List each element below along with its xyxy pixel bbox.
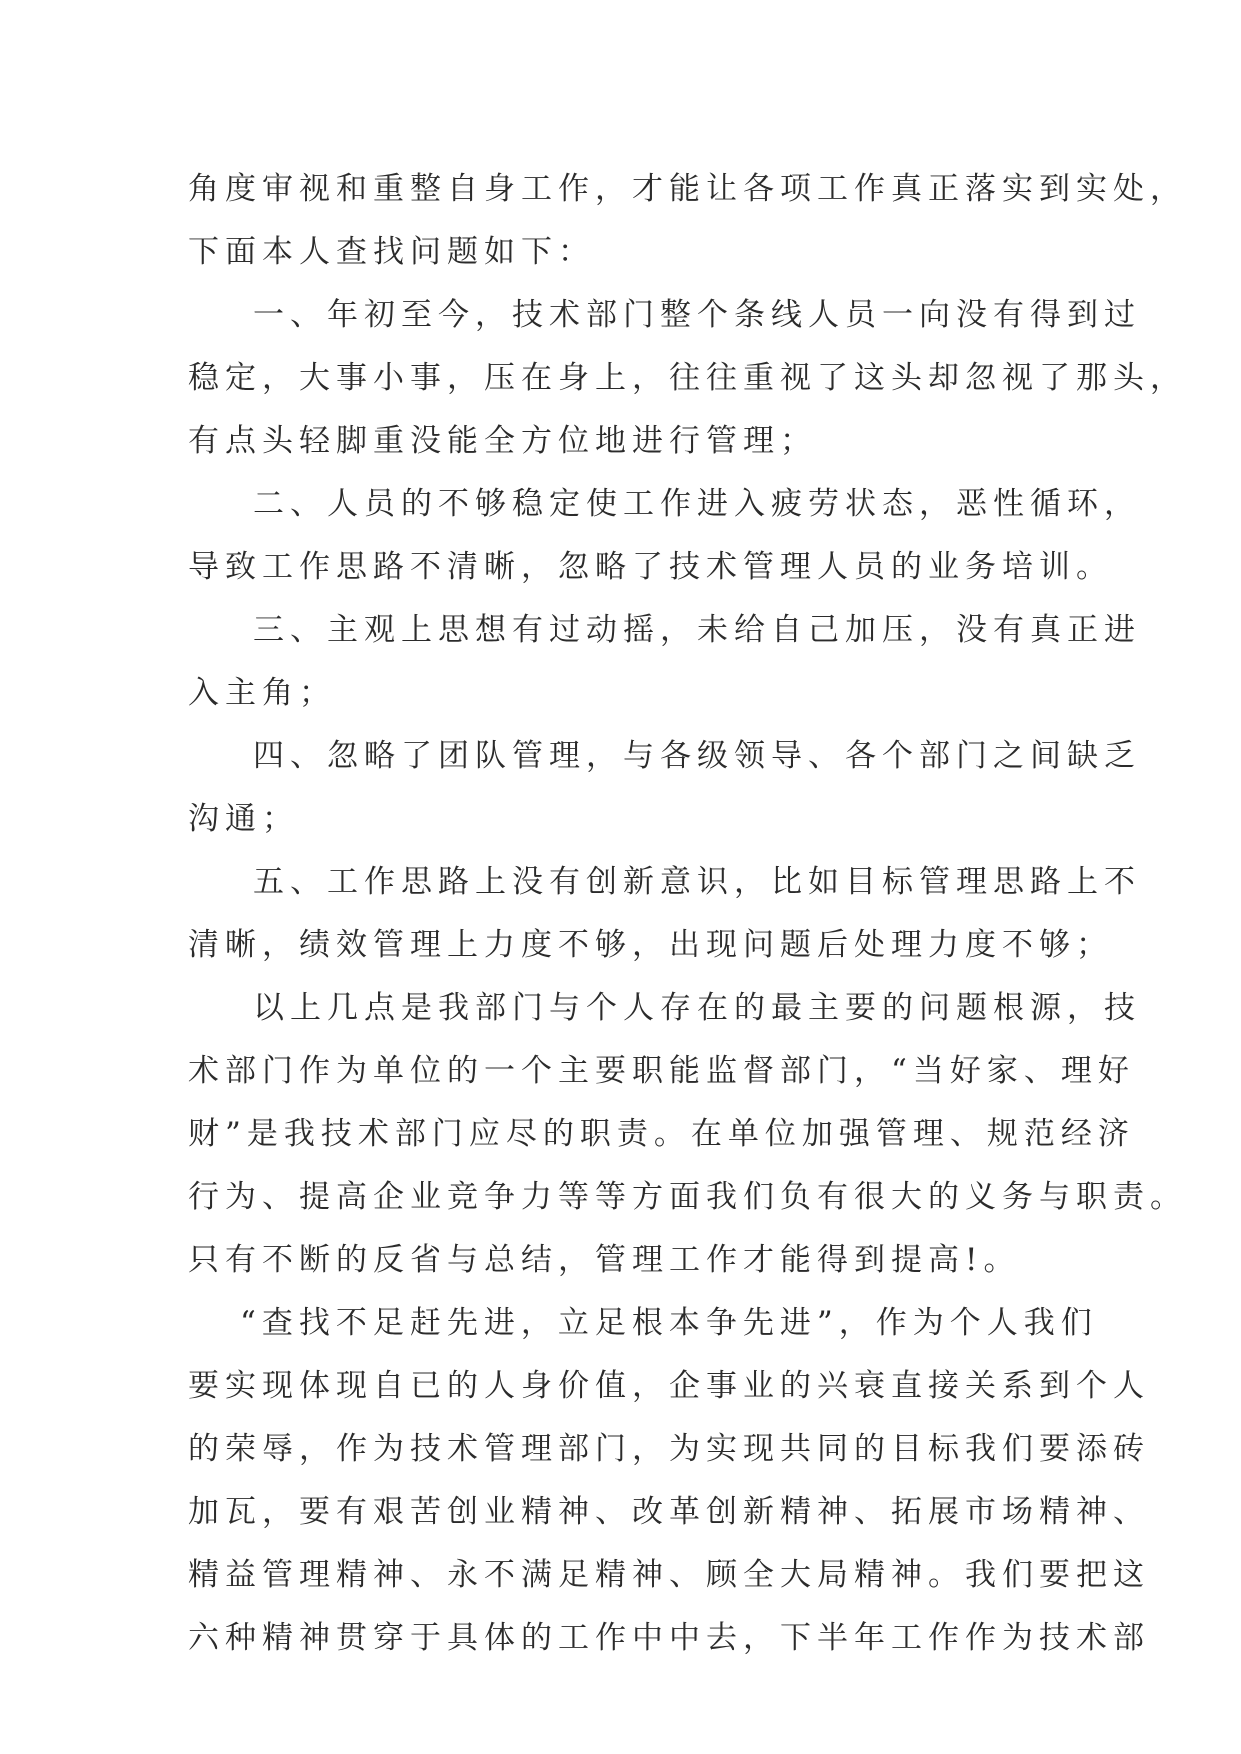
paragraph-item-2-start: 二、人员的不够稳定使工作进入疲劳状态，恶性循环，: [253, 486, 1141, 522]
text-line: 加瓦，要有艰苦创业精神、改革创新精神、拓展市场精神、: [188, 1494, 1150, 1530]
text-line: 术部门作为单位的一个主要职能监督部门，“当好家、理好: [188, 1053, 1135, 1089]
text-line: 有点头轻脚重没能全方位地进行管理；: [188, 423, 817, 459]
text-line: 沟通；: [188, 801, 299, 837]
text-line: 稳定，大事小事，压在身上，往往重视了这头却忽视了那头，: [188, 360, 1187, 396]
text-line: 导致工作思路不清晰，忽略了技术管理人员的业务培训。: [188, 549, 1113, 585]
text-line: 下面本人查找问题如下：: [188, 234, 595, 270]
text-line: 的荣辱，作为技术管理部门，为实现共同的目标我们要添砖: [188, 1431, 1150, 1467]
text-line: 六种精神贯穿于具体的工作中中去，下半年工作作为技术部: [188, 1620, 1150, 1656]
text-line: 精益管理精神、永不满足精神、顾全大局精神。我们要把这: [188, 1557, 1150, 1593]
text-line: 行为、提高企业竞争力等等方面我们负有很大的义务与职责。: [188, 1179, 1187, 1215]
paragraph-summary-start: 以上几点是我部门与个人存在的最主要的问题根源，技: [253, 990, 1141, 1026]
text-line: 角度审视和重整自身工作，才能让各项工作真正落实到实处，: [188, 171, 1187, 207]
paragraph-quote-start: “查找不足赶先进，立足根本争先进”，作为个人我们: [240, 1305, 1098, 1341]
paragraph-item-4-start: 四、忽略了团队管理，与各级领导、各个部门之间缺乏: [253, 738, 1141, 774]
text-line: 财”是我技术部门应尽的职责。在单位加强管理、规范经济: [188, 1116, 1135, 1152]
paragraph-item-1-start: 一、年初至今，技术部门整个条线人员一向没有得到过: [253, 297, 1141, 333]
body-text: [188, 158, 1187, 1670]
paragraph-item-5-start: 五、工作思路上没有创新意识，比如目标管理思路上不: [253, 864, 1141, 900]
text-line: 入主角；: [188, 675, 336, 711]
text-line: 只有不断的反省与总结，管理工作才能得到提高!。: [188, 1242, 1021, 1278]
paragraph-item-3-start: 三、主观上思想有过动摇，未给自己加压，没有真正进: [253, 612, 1141, 648]
text-line: 清晰，绩效管理上力度不够，出现问题后处理力度不够；: [188, 927, 1113, 963]
text-line: 要实现体现自已的人身价值，企事业的兴衰直接关系到个人: [188, 1368, 1150, 1404]
